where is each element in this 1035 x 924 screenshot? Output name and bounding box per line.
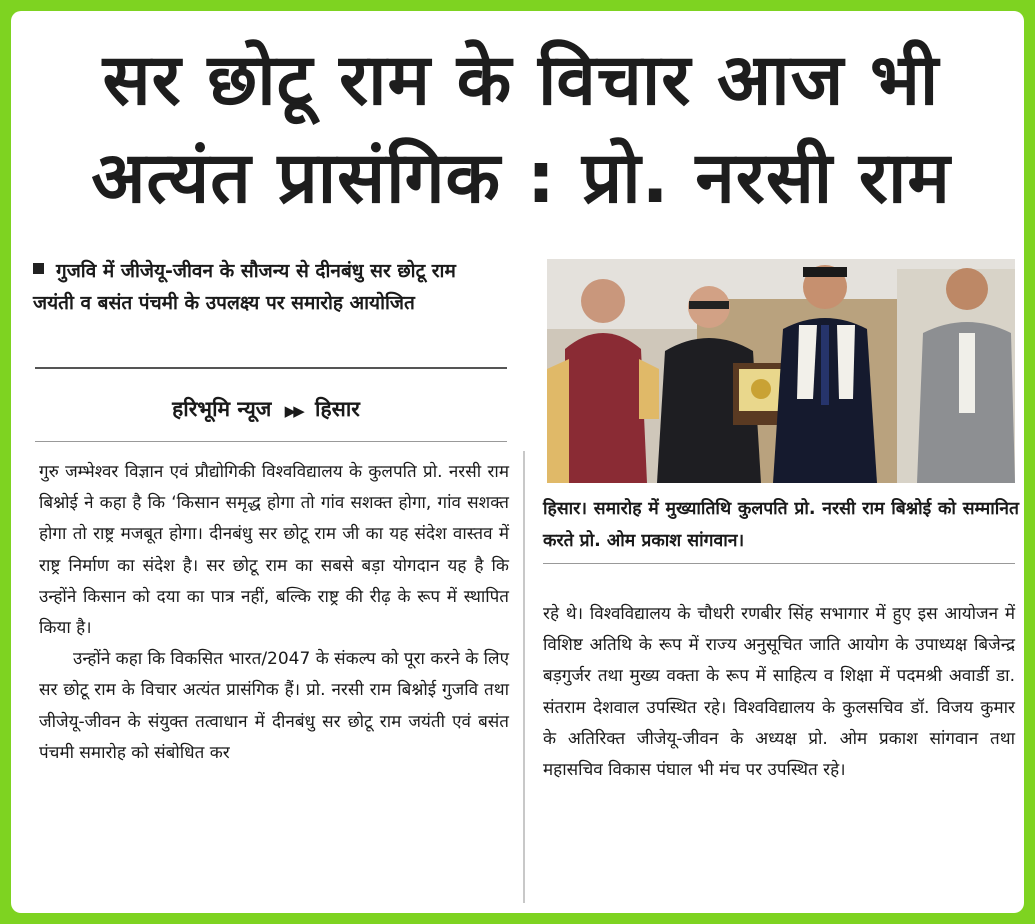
byline-city: हिसार [315,397,360,421]
byline-source: हरिभूमि न्यूज [172,397,272,421]
bullet-square-icon [33,263,44,274]
column-divider [523,451,525,903]
headline [31,31,1011,227]
newspaper-clipping [11,11,1024,913]
article-column-right [543,599,1015,786]
event-photo [547,259,1015,483]
byline [31,395,501,423]
article-paragraph: गुरु जम्भेश्वर विज्ञान एवं प्रौद्योगिकी विश्वविद्यालय के कुलपति प्रो. नरसी राम बिश्नोई ने कहा है कि ‘किसान समृद्ध होगा तो गांव सशक्त होगा, गांव सशक्त होगा तो राष्ट्र मजबूत होगा। दीनबंधु सर छोटू राम जी का यह संदेश वास्तव में राष्ट्र निर्माण का संदेश है। सर छोटू राम का सबसे बड़ा योगदान यह है कि उन्होंने किसान को दया का पात्र नहीं, बल्कि राष्ट्र की रीढ़ के रूप में स्थापित किया है। [39,462,509,639]
divider-byline [35,441,507,442]
double-arrow-icon: ▶▶ [284,402,302,420]
divider-deck [35,367,507,369]
photo-caption: हिसार। समारोह में मुख्यातिथि कुलपति प्रो. नरसी राम बिश्नोई को सम्मानित करते प्रो. ओम प्रकाश सांगवान। [543,499,1019,551]
article-paragraph: रहे थे। विश्वविद्यालय के चौधरी रणबीर सिंह सभागार में हुए इस आयोजन में विशिष्ट अतिथि के रूप में राज्य अनुसूचित जाति आयोग के उपाध्यक्ष बिजेन्द्र बड़गुर्जर तथा मुख्य वक्ता के रूप में साहित्य व शिक्षा में पदमश्री अवार्डी डा. संतराम देशवाल उपस्थित रहे। विश्वविद्यालय के कुलसचिव डॉ. विजय कुमार के अतिरिक्त जीजेयू-जीवन के अध्यक्ष प्रो. ओम प्रकाश सांगवान तथा महासचिव विकास पंघाल भी मंच पर उपस्थित रहे। [543,604,1015,781]
deck-summary [33,255,503,319]
headline-line-1: सर छोटू राम के विचार आज भी [102,38,940,121]
headline-line-2: अत्यंत प्रासंगिक : प्रो. नरसी राम [91,136,951,219]
article-paragraph: उन्होंने कहा कि विकसित भारत/2047 के संकल्प को पूरा करने के लिए सर छोटू राम के विचार अत्यंत प्रासंगिक हैं। प्रो. नरसी राम बिश्नोई गुजवि तथा जीजेयू-जीवन के संयुक्त तत्वाधान में दीनबंधु सर छोटू राम जयंती एवं बसंत पंचमी समारोह को संबोधित कर [39,649,509,763]
photo-illustration [547,259,1015,483]
deck-text: गुजवि में जीजेयू-जीवन के सौजन्य से दीनबंधु सर छोटू राम जयंती व बसंत पंचमी के उपलक्ष्य पर समारोह आयोजित [33,260,456,314]
divider-caption [543,563,1015,564]
article-column-left [39,457,509,769]
